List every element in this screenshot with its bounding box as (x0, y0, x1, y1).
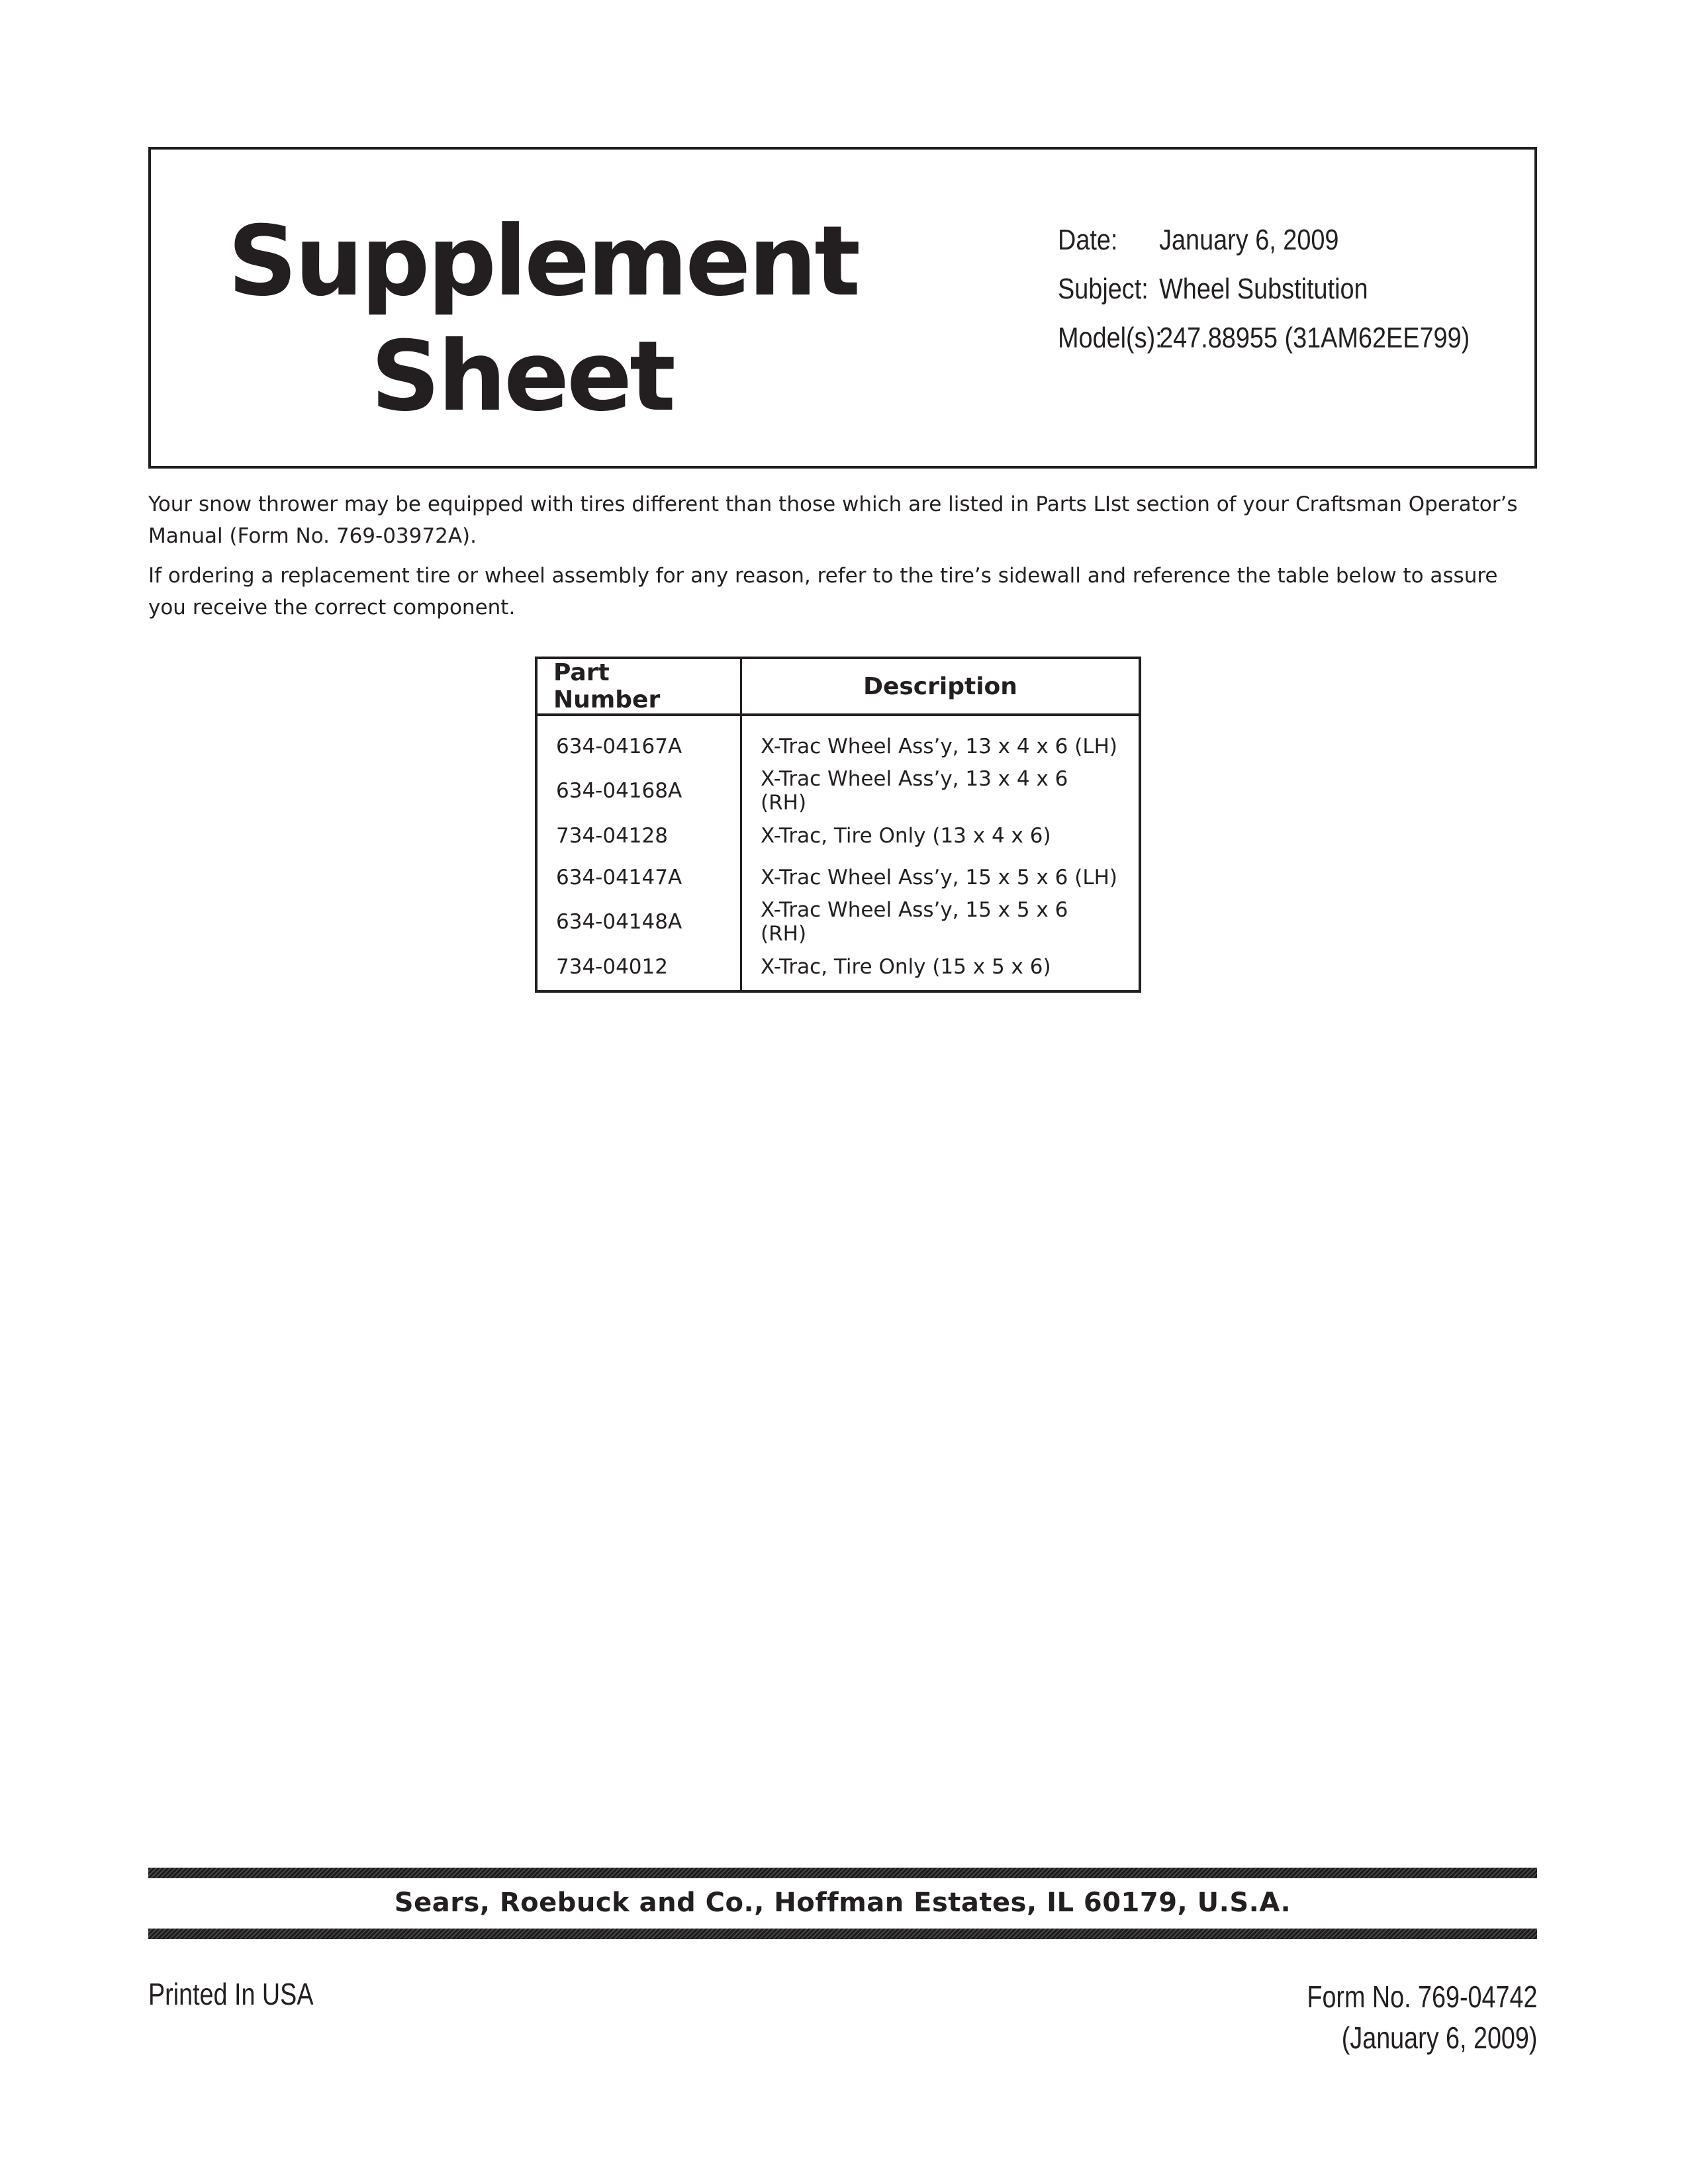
models-value: 247.88955 (31AM62EE799) (1159, 322, 1470, 354)
intro-paragraph-1: Your snow thrower may be equipped with tires different than those which are listed in Parts LIst section of your Craftsman Operator’s Manual (Form No. 769-03972A). (148, 492, 1518, 548)
part-number-cell: 634-04148A (536, 898, 741, 946)
models-label: Model(s): (1058, 322, 1162, 354)
part-number-cell: 634-04167A (536, 715, 741, 767)
title-line-2: Sheet (371, 320, 673, 433)
subject-label: Subject: (1058, 273, 1149, 305)
intro-text (148, 488, 1541, 631)
form-date: (January 6, 2009) (1341, 2021, 1537, 2055)
table-row (536, 898, 1140, 946)
part-number-header: Part Number (536, 658, 741, 715)
description-cell: X-Trac Wheel Ass’y, 15 x 5 x 6 (LH) (761, 865, 1118, 889)
company-address: Sears, Roebuck and Co., Hoffman Estates, IL 60179, U.S.A. (394, 1888, 1291, 1918)
table-row (536, 715, 1140, 767)
title-line-1: Supplement (228, 205, 859, 318)
part-number-cell: 734-04128 (536, 815, 741, 856)
header-box (148, 147, 1537, 469)
form-number: Form No. 769-04742 (1306, 1979, 1537, 2014)
printed-in: Printed In USA (148, 1977, 314, 2011)
date-value: January 6, 2009 (1159, 224, 1339, 256)
parts-table (535, 657, 1141, 993)
models-row (1058, 322, 1470, 371)
description-cell: X-Trac, Tire Only (13 x 4 x 6) (761, 823, 1051, 848)
description-cell: X-Trac Wheel Ass’y, 13 x 4 x 6 (RH) (761, 767, 1068, 815)
document-meta (1058, 224, 1470, 371)
subject-row (1058, 273, 1470, 322)
table-row (536, 856, 1140, 898)
part-number-cell: 734-04012 (536, 946, 741, 991)
table-header-row (536, 658, 1140, 715)
intro-paragraph-2: If ordering a replacement tire or wheel assembly for any reason, refer to the tire’s sidewall and reference the table below to assure you receive the correct component. (148, 564, 1498, 619)
footer-rule-top (148, 1868, 1537, 1878)
description-cell: X-Trac Wheel Ass’y, 15 x 5 x 6 (RH) (761, 898, 1068, 946)
part-number-cell: 634-04168A (536, 767, 741, 815)
description-cell: X-Trac Wheel Ass’y, 13 x 4 x 6 (LH) (761, 734, 1118, 758)
part-number-cell: 634-04147A (536, 856, 741, 898)
description-header: Description (741, 658, 1141, 715)
table-row (536, 946, 1140, 991)
table-row (536, 767, 1140, 815)
subject-value: Wheel Substitution (1159, 273, 1368, 305)
date-row (1058, 224, 1470, 273)
footer-rule-bottom (148, 1929, 1537, 1939)
date-label: Date: (1058, 224, 1118, 256)
table-row (536, 815, 1140, 856)
description-cell: X-Trac, Tire Only (15 x 5 x 6) (761, 954, 1051, 979)
form-info (1307, 1976, 1537, 2058)
